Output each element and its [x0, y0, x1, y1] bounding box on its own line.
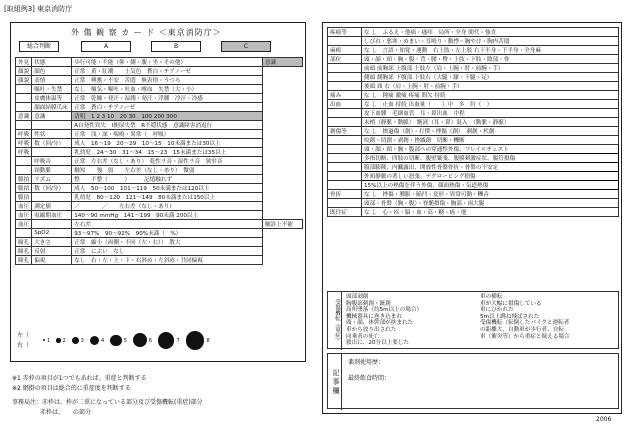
left-row-item: リズム	[32, 175, 72, 184]
left-row	[16, 184, 303, 193]
left-row-flag: 触診上不能	[262, 220, 302, 229]
left-row-group: 顔貌	[16, 67, 32, 76]
left-row	[16, 229, 303, 238]
right-table	[327, 27, 619, 217]
pupil-right-label: 右（	[17, 342, 30, 349]
left-row	[16, 247, 303, 256]
card-title: 外 傷 観 察 カ ー ド ＜東京消防庁＞	[71, 28, 222, 37]
right-row-text[interactable]: しびれ・悪寒・めまい・耳鳴り・動悸・胸やけ・胸内苦悶	[362, 37, 619, 46]
left-row-item: 呼吸音	[32, 157, 72, 166]
left-row-group	[16, 85, 32, 94]
year-label: 2006	[596, 416, 612, 423]
pupil-dot	[158, 332, 174, 348]
left-row-group: 意識	[16, 112, 32, 121]
left-row-text[interactable]: 正常 左右差（なし・あり） 乾性ラ音・湿性ラ音 狭窄音	[72, 157, 263, 166]
note-4: 赤枠は、 の部分	[40, 409, 92, 416]
mechanism-item: 車（衝突等）から重症と疑える場合	[480, 333, 570, 340]
right-row	[328, 46, 619, 55]
left-row	[16, 130, 303, 139]
left-row-group: 呼吸	[16, 148, 32, 157]
right-row-text[interactable]: な し 擦過傷（創）・打撲・挫傷（創） 刺創・杙創	[362, 127, 619, 136]
right-row	[328, 82, 619, 91]
left-row-item: 大きさ	[32, 238, 72, 247]
left-row-item	[32, 220, 72, 229]
left-row	[16, 58, 303, 67]
right-row-item: 創傷等	[328, 127, 362, 136]
right-row	[328, 136, 619, 145]
mechanism-item: 車が大幅に損傷している	[480, 300, 542, 307]
left-row-group: 脈拍	[16, 184, 32, 193]
right-row	[328, 190, 619, 199]
mechanism-item: 頭・顔、体幹部が挟まれた	[346, 320, 414, 327]
pupil-size-item	[56, 337, 66, 344]
right-row	[328, 28, 619, 37]
left-row-group	[16, 94, 32, 103]
mechanism-item: 同乗者の死亡	[346, 333, 380, 340]
right-row-item: 既往症	[328, 208, 362, 217]
left-row-text[interactable]: 正常 蒼白・チアノーゼ	[72, 103, 263, 112]
left-row	[16, 139, 303, 148]
mechanism-item: の距離大、自動車が歩行者、自転	[480, 326, 564, 333]
left-row-item: 収縮期血圧	[32, 211, 72, 220]
mechanism-left-list	[346, 294, 478, 347]
left-row	[16, 166, 303, 175]
right-row-item	[328, 181, 362, 190]
right-row-text[interactable]: 腹部膨隆、内臓露出、開放性骨盤骨折・骨盤の不安定	[362, 163, 619, 172]
pupil-size-label: 4	[100, 337, 105, 344]
right-row-text[interactable]: 側頭 側胸部 下腹部 下肢右（大腿・膝・下腿・足）	[362, 73, 619, 82]
pupil-dot	[72, 337, 79, 344]
left-row-item: 性状	[32, 130, 72, 139]
right-row-text[interactable]: な し 挫傷・腫脹・陥凹・変形・異常可動・轢音	[362, 190, 619, 199]
left-row	[16, 202, 303, 211]
right-row	[328, 55, 619, 64]
right-row-item	[328, 154, 362, 163]
left-row-text[interactable]: なし 嘔気・嘔吐・吐血・喀血 失禁（大・小）	[72, 85, 263, 94]
left-row	[16, 148, 303, 157]
pupil-dot	[90, 336, 99, 345]
right-row-text[interactable]: 頭部・骨盤（胸・腹）・脊髄損傷・胸部・両大腿	[362, 199, 619, 208]
mechanism-item: 機械器具に巻き込まれ	[346, 313, 402, 320]
left-row-group: 瞳孔	[16, 256, 32, 265]
pupil-size-label: 5	[123, 337, 127, 344]
right-row	[328, 181, 619, 190]
left-row-item	[32, 193, 72, 202]
class-b-box[interactable]: B	[151, 41, 201, 52]
right-row-text[interactable]: な し 止血 持続 出血量（ ）中 多 約（ ）	[362, 100, 619, 109]
note-2: ※2 網掛の項目は総合的に重症度を判断する	[12, 385, 131, 392]
right-row-item	[328, 199, 362, 208]
left-row	[16, 67, 303, 76]
left-row	[16, 103, 303, 112]
last-meal-label: 最終飲食時間：	[348, 375, 391, 382]
left-row	[16, 220, 303, 229]
left-row-text[interactable]: 正常 浅・深・喘鳴・異常（ 呼吸）	[72, 130, 263, 139]
right-row-item: 部位	[328, 55, 362, 64]
left-row	[16, 193, 303, 202]
left-row-flag: 意識	[262, 58, 302, 67]
left-row-text[interactable]: 正常 乾燥・発汗・湿潤・発汗・浮腫 冷汗・冷感	[72, 94, 263, 103]
mechanism-item: 高所墜落（約5m以上の場合）	[346, 307, 423, 314]
right-row-item	[328, 82, 362, 91]
left-row-item: 数（回/分）	[32, 184, 72, 193]
right-row-item: 出血	[328, 100, 362, 109]
left-row-group: 血圧	[16, 202, 32, 211]
left-row-group	[16, 166, 32, 175]
pupil-size-item	[43, 337, 50, 344]
right-row-text[interactable]: 皮下血腫 毛細血管 耳・鼻出血 中程	[362, 109, 619, 118]
mechanism-item: 車から放り出された	[346, 326, 397, 333]
left-row-item: 状態	[32, 58, 72, 67]
left-row-item: 皮膚体温等	[32, 94, 72, 103]
memo-label: 記事欄	[328, 354, 342, 410]
right-row-text[interactable]: 外頸静脈の著しい怒張、デグロービング損傷	[362, 172, 619, 181]
pupil-size-label: 6	[148, 337, 153, 344]
memo-box	[327, 353, 619, 409]
left-row-group: 血圧	[16, 211, 32, 220]
pupil-size-label: 8	[206, 337, 210, 344]
left-row-item	[32, 121, 72, 130]
right-row-item	[328, 64, 362, 73]
right-row	[328, 118, 619, 127]
right-row-item	[328, 163, 362, 172]
right-row	[328, 154, 619, 163]
mechanism-item: 車の横転	[480, 294, 503, 300]
left-row-text[interactable]: 成人 16〜19 20〜29 10〜15 10未満または30以上	[72, 139, 263, 148]
judgement-label-box	[19, 41, 59, 52]
left-row-text[interactable]: 正常 縮小（両側・不同（左・右）） 散大	[72, 238, 263, 247]
left-row-text[interactable]: 左右差	[72, 220, 263, 229]
left-row	[16, 76, 303, 85]
left-row-text[interactable]: なし 右・左・上・下・右斜め・左斜め・共同偏視	[72, 256, 263, 265]
right-row	[328, 37, 619, 46]
observation-table	[15, 57, 303, 265]
left-table	[15, 57, 303, 265]
class-a-box[interactable]: A	[81, 41, 131, 52]
right-row-item: 麻痺	[328, 46, 362, 55]
left-row-group: 瞳孔	[16, 247, 32, 256]
left-row-text[interactable]: 正常 興奮・不安 苦悶 無表情・うつろ	[72, 76, 263, 85]
pupil-size-label: 2	[62, 337, 66, 344]
pupil-size-label: 3	[80, 337, 84, 344]
right-row	[328, 73, 619, 82]
right-row	[328, 199, 619, 208]
right-row	[328, 163, 619, 172]
left-row	[16, 121, 303, 130]
mechanism-item: 車にひかれた	[480, 307, 514, 314]
right-row-item	[328, 172, 362, 181]
pupil-left-label: 左（	[17, 332, 30, 339]
pupil-size-label: 1	[47, 337, 51, 344]
pupil-scale	[17, 331, 301, 359]
left-row	[16, 256, 303, 265]
left-row-item: 意識	[32, 112, 72, 121]
left-row-item: 顔色	[32, 67, 72, 76]
pupil-size-item	[186, 331, 210, 350]
right-row-text[interactable]: 咬創・切創・剥創・挫滅創 切断・轢断	[362, 136, 619, 145]
document-header: [取組例3] 東京消防庁	[4, 5, 73, 13]
right-row-text[interactable]: 頭・顔・頸・胸・腹部への穿通性外傷、フレイルチェスト	[362, 145, 619, 154]
left-row-group: 脈拍	[16, 175, 32, 184]
left-row-text[interactable]: 93〜97% 90〜92% 90%未満（ %）	[72, 229, 263, 238]
left-row-group: 呼吸	[16, 139, 32, 148]
pupil-dot	[110, 335, 122, 347]
mechanism-label: 受傷機転（重症）	[328, 292, 342, 350]
right-row	[328, 172, 619, 181]
note-1: ※1 赤枠の項目が1つでもあれば、重症と判断する	[12, 375, 147, 382]
right-row-text[interactable]: な し 言語・知覚・運動 右上肢・左上肢 右下半身・下半身・全身麻	[362, 46, 619, 55]
left-row-text[interactable]: 歩行可能・不能（仰・側・腹・坐・その他）	[72, 58, 263, 67]
left-row-text[interactable]: A自発性異失 Ⅰ便尿失禁 R不穏状態 意識障害消退行	[72, 121, 263, 130]
left-row	[16, 112, 303, 121]
left-row-group: 外見	[16, 58, 32, 67]
left-row	[16, 175, 303, 184]
left-row-text[interactable]: 触知 強 弱 左右差（なし・あり） 微弱	[72, 166, 263, 175]
left-row-item: 表情	[32, 76, 72, 85]
left-row-group: 瞳孔	[16, 238, 32, 247]
right-row	[328, 208, 619, 217]
class-c-box[interactable]: C	[221, 41, 271, 52]
left-row	[16, 211, 303, 220]
pupil-size-item	[133, 333, 152, 347]
pupil-size-item	[90, 336, 104, 345]
right-row	[328, 145, 619, 154]
left-row-text[interactable]: 正常 にぶい なし	[72, 247, 263, 256]
right-row-item	[328, 73, 362, 82]
right-row-item	[328, 37, 362, 46]
right-row-text[interactable]: な し ふるえ・他痛・瘙痒 局所・全身 間代・強直	[362, 28, 619, 37]
complaint-table	[327, 27, 619, 217]
left-row-text[interactable]: 清明 1 2 3 10 20 30 100 200 300	[72, 112, 263, 121]
left-row-item: 測定値	[32, 202, 72, 211]
right-row-item: 疼痛等	[328, 28, 362, 37]
left-row-group: 脈拍	[16, 193, 32, 202]
left-card	[10, 22, 306, 362]
right-row-text[interactable]: 前頭 前胸部 上腹部 上肢左（肩・上腕・肘・前腕・手）	[362, 64, 619, 73]
right-row-item: 骨折	[328, 190, 362, 199]
mechanism-item: 受傷機転（転倒したバイクと運転者	[480, 320, 570, 327]
left-row-group	[16, 103, 32, 112]
pupil-size-item	[72, 337, 84, 344]
left-row	[16, 157, 303, 166]
left-row-text[interactable]: ／ ／ 左右差（なし・あり）	[72, 202, 263, 211]
judgement-label: 総合判断	[19, 41, 59, 52]
right-row-item	[328, 118, 362, 127]
mechanism-right-list	[480, 294, 618, 340]
left-row-item: 顔面結膜爪床	[32, 103, 72, 112]
pupil-size-dots	[43, 331, 293, 357]
left-row-text[interactable]: 乳幼児 80〜120 121〜149 80未満または150以上	[72, 193, 263, 202]
left-row-item: 頸動脈	[32, 166, 72, 175]
right-row	[328, 100, 619, 109]
left-row-text[interactable]: 正常 黄・紅潮 土気色 蒼白・チアノーゼ	[72, 67, 263, 76]
medication-label: 薬剤使用歴：	[348, 359, 385, 366]
mechanism-item: 頭部剥創	[346, 294, 369, 300]
right-card	[322, 22, 622, 414]
left-row-text[interactable]: 整 不整（ ） 記憶触れず	[72, 175, 263, 184]
left-row-item	[32, 148, 72, 157]
left-row-item: 反射	[32, 247, 72, 256]
right-row-text[interactable]: 後頭 頸 右（肩・上腕・肘・前腕・手）	[362, 82, 619, 91]
pupil-dot	[43, 339, 45, 341]
left-row-group	[16, 229, 32, 238]
right-row-text[interactable]: な し 心・疾・脳・血・高・糖・癌・他	[362, 208, 619, 217]
left-row-item: 数（回/分）	[32, 139, 72, 148]
left-row	[16, 238, 303, 247]
right-row-item	[328, 145, 362, 154]
pupil-size-label: 7	[176, 337, 180, 344]
left-row-text[interactable]: 成人 50〜100 101〜119 50未満または120以上	[72, 184, 263, 193]
right-row	[328, 91, 619, 100]
pupil-dot	[186, 331, 205, 350]
left-row-item: 偏視	[32, 256, 72, 265]
pupil-size-item	[158, 332, 180, 348]
right-row	[328, 127, 619, 136]
left-row-group	[16, 121, 32, 130]
right-row-text[interactable]: 末梢（静脈・動脈） 髄液（耳・鼻）混入 （動脈・静脈）	[362, 118, 619, 127]
right-row	[328, 64, 619, 73]
right-row-item	[328, 136, 362, 145]
left-row-group: 呼吸	[16, 130, 32, 139]
left-row-group: 顔貌	[16, 76, 32, 85]
right-row-text[interactable]: な し 鈍痛 激痛 疼痛 間欠 持続	[362, 91, 619, 100]
left-row-group: 血圧	[16, 220, 32, 229]
right-row-text[interactable]: 15%以上の熱傷を伴う外傷、顔面熱傷・気道熱傷	[362, 181, 619, 190]
left-row-text[interactable]: 乳幼児 24〜30 31〜34 15〜23 15未満または35以上	[72, 148, 263, 157]
right-row	[328, 109, 619, 118]
mechanism-item: 救出に、20分以上要した	[346, 340, 410, 347]
note-3: 事務局注：赤枠は、枠が二重になっている部分及び受傷機転(重症)部分	[12, 399, 203, 406]
right-row-text[interactable]: 頭・顔・頸・胸・腹・背・腰・臀・上肢・下肢・陰部・骨	[362, 55, 619, 64]
mechanism-item: 胸腹部刺創・銃創	[346, 300, 391, 307]
mechanism-box	[327, 291, 619, 349]
left-row-group	[16, 157, 32, 166]
left-row-text[interactable]: 140〜90 mmHg 141〜199 90未満 200以上	[72, 211, 263, 220]
right-row-item	[328, 109, 362, 118]
mechanism-item: 5m以上跳ね飛ばされた	[480, 313, 540, 320]
pupil-size-item	[110, 335, 127, 347]
right-row-item: 痛み	[328, 91, 362, 100]
left-row-item: 嘔吐・失禁	[32, 85, 72, 94]
left-row	[16, 94, 303, 103]
right-row-text[interactable]: 多指切断、四肢の切断、腹壁緊張、腹膜刺激症状、腸管損傷	[362, 154, 619, 163]
pupil-dot	[133, 333, 147, 347]
pupil-dot	[56, 338, 60, 342]
left-row-item: SpO2	[32, 229, 72, 238]
left-row	[16, 85, 303, 94]
